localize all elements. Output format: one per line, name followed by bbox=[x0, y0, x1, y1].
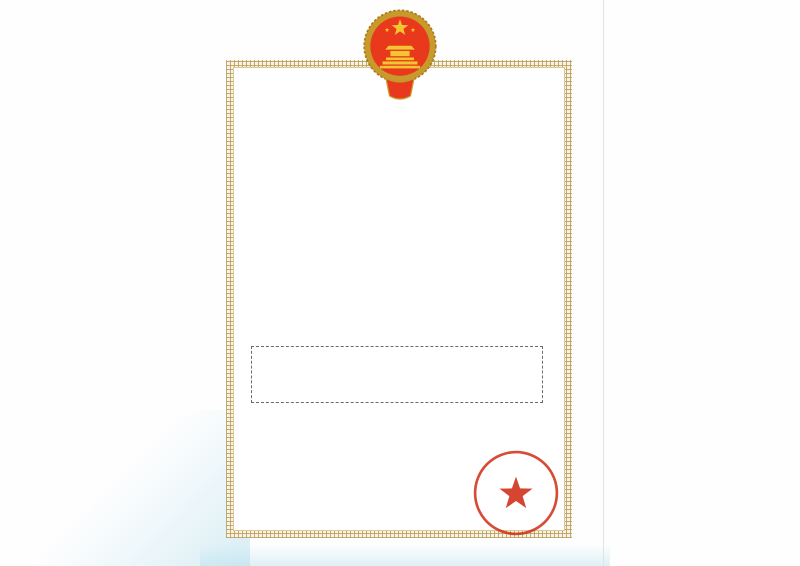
corner-tint bbox=[0, 410, 250, 566]
bottom-tint bbox=[200, 544, 610, 566]
notice-body bbox=[273, 350, 537, 399]
registrar-seal-icon bbox=[471, 448, 561, 538]
issue-date bbox=[438, 512, 471, 524]
scan-edge-line bbox=[603, 0, 604, 566]
national-emblem-icon bbox=[356, 6, 444, 102]
credit-code-line bbox=[230, 164, 548, 182]
notice-box bbox=[251, 346, 543, 403]
qr-code bbox=[277, 419, 329, 471]
notice-side-label bbox=[255, 350, 268, 399]
